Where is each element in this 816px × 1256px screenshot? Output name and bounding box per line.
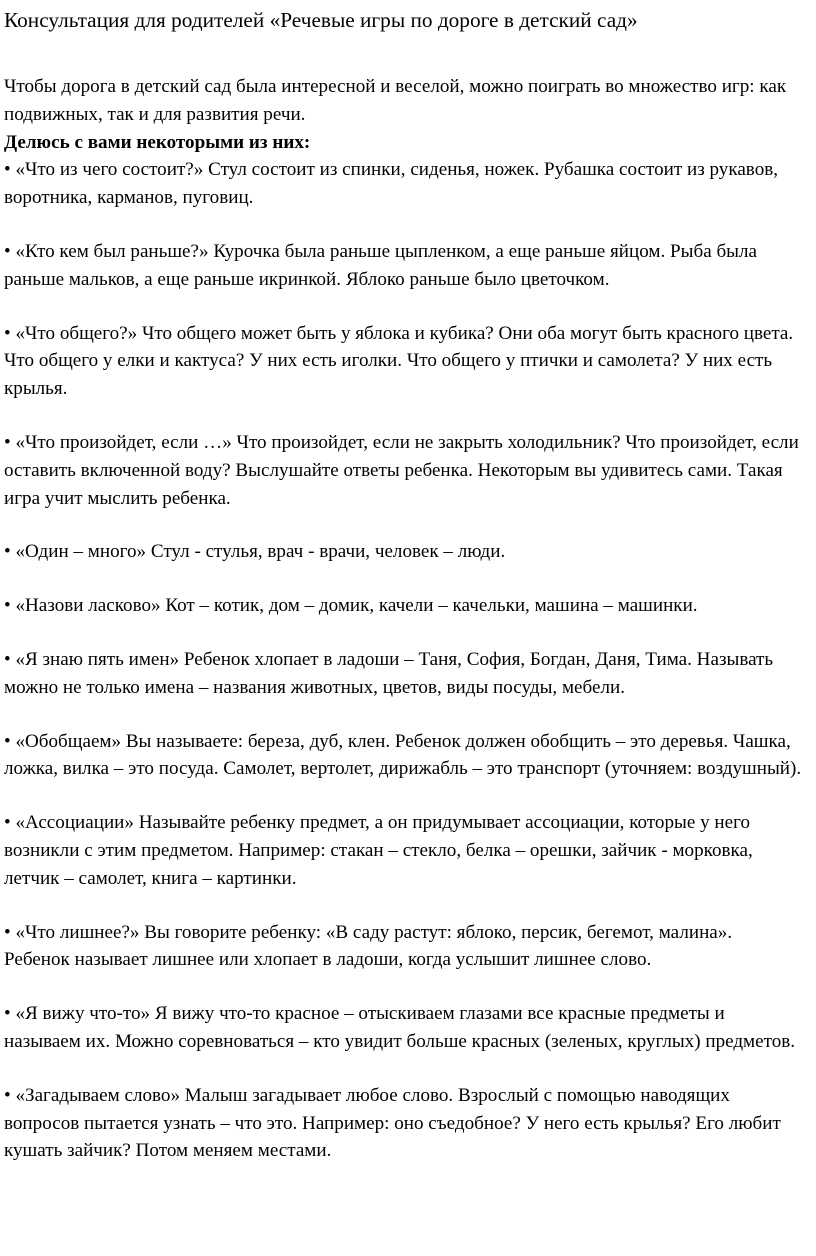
games-subheading: Делюсь с вами некоторыми из них: (4, 131, 311, 153)
game-item: • «Я вижу что-то» Я вижу что-то красное – отыскиваем глазами все красные предметы и называем их. Можно соревноваться – кто увидит больше красных (зеленых, круглых) предметов. (4, 1003, 796, 1052)
game-item: • «Что из чего состоит?» Стул состоит из спинки, сиденья, ножек. Рубашка состоит из рукавов, воротника, карманов, пуговиц. (4, 159, 779, 209)
game-item: • «Что лишнее?» Вы говорите ребенку: «В саду растут: яблоко, персик, бегемот, малина». Ребенок называет лишнее или хлопает в ладоши, когда услышит лишнее слово. (4, 921, 733, 971)
game-item: • «Кто кем был раньше?» Курочка была раньше цыпленком, а еще раньше яйцом. Рыба была раньше мальков, а еще раньше икринкой. Яблоко раньше было цветочком. (4, 240, 757, 290)
game-item: • «Назови ласково» Кот – котик, дом – домик, качели – качельки, машина – машинки. (4, 595, 698, 617)
intro-paragraph: Чтобы дорога в детский сад была интересной и веселой, можно поиграть во множество игр: как подвижных, так и для развития речи. (4, 76, 787, 125)
game-item: • «Ассоциации» Называйте ребенку предмет, а он придумывает ассоциации, которые у него возникли с этим предметом. Например: стакан – стекло, белка – орешки, зайчик - морковка, летчик – самолет, книга – картинки. (4, 812, 753, 889)
game-item: • «Что произойдет, если …» Что произойдет, если не закрыть холодильник? Что произойдет, если оставить включенной воду? Выслушайте ответы ребенка. Некоторым вы удивитесь сами. Такая игра учит мыслить ребенка. (4, 431, 799, 509)
game-item: • «Один – много» Стул - стулья, врач - врачи, человек – люди. (4, 541, 506, 563)
game-item: • «Что общего?» Что общего может быть у яблока и кубика? Они оба могут быть красного цвета. Что общего у елки и кактуса? У них есть иголки. Что общего у птички и самолета? У них есть крылья. (4, 322, 794, 400)
document-title: Консультация для родителей «Речевые игры по дороге в детский сад» (4, 8, 638, 32)
game-item: • «Загадываем слово» Малыш загадывает любое слово. Взрослый с помощью наводящих вопросов пытается узнать – что это. Например: оно съедобное? У него есть крылья? Его любит кушать зайчик? Потом меняем местами. (4, 1084, 781, 1162)
game-item: • «Обобщаем» Вы называете: береза, дуб, клен. Ребенок должен обобщить – это деревья. Чашка, ложка, вилка – это посуда. Самолет, вертолет, дирижабль – это транспорт (уточняем: воздушный). (4, 730, 802, 780)
game-item: • «Я знаю пять имен» Ребенок хлопает в ладоши – Таня, София, Богдан, Даня, Тима. Называть можно не только имена – названия животных, цветов, виды посуды, мебели. (4, 648, 774, 698)
